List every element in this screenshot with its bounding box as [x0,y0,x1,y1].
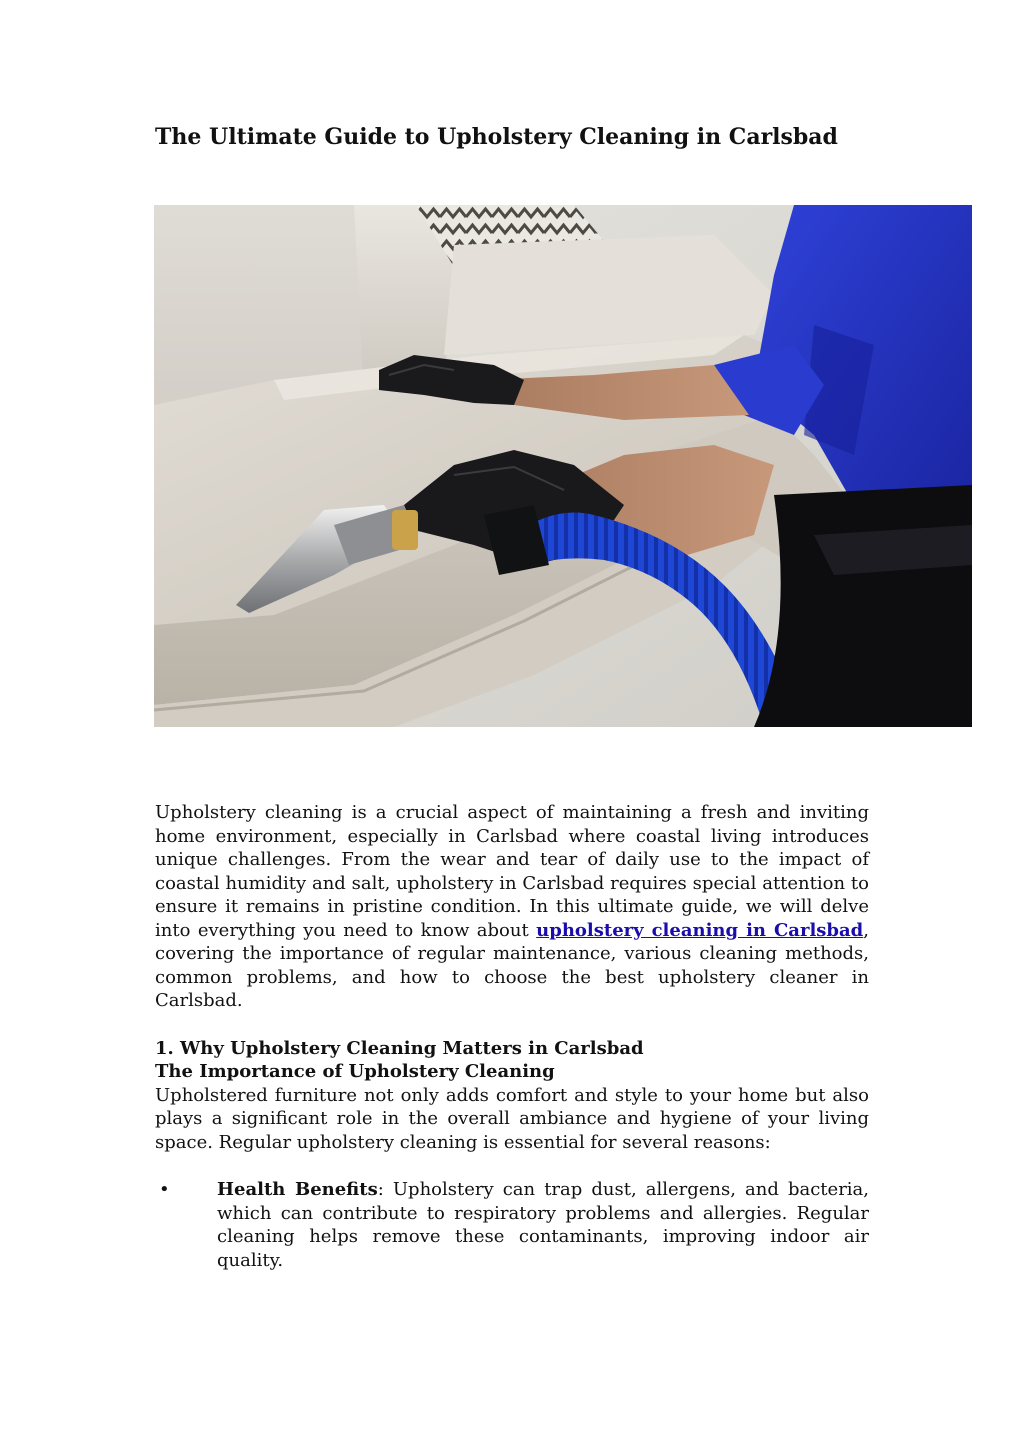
subsection-heading: The Importance of Upholstery Cleaning [155,1061,555,1082]
list-item [155,1178,869,1272]
bullet-term: Health Benefits [217,1179,378,1200]
subsection-paragraph: Upholstered furniture not only adds comfort and style to your home but also plays a significant role in the overall ambiance and hygiene of your living space. Regular upholstery cleaning is essential for several reasons: [155,1084,869,1153]
bullet-icon: • [159,1179,170,1200]
intro-text-cont: , covering the importance of regular maintenance, various cleaning methods, common problems, and how to choose the best upholstery cleaner in Carlsbad. [155,919,869,1011]
hero-image [154,205,972,727]
intro-text: Upholstery cleaning is a crucial aspect of maintaining a fresh and inviting home environment, especially in Carlsbad where coastal living introduces unique challenges. From the wear and tear of daily use to the impact of coastal humidity and salt, upholstery in Carlsbad requires special attention to ensure it remains in pristine condition. In this ultimate guide, we will delve into everything you need to know about [155,802,869,941]
section-heading: 1. Why Upholstery Cleaning Matters in Carlsbad [155,1037,644,1059]
upholstery-cleaning-link[interactable]: upholstery cleaning in Carlsbad [536,919,864,941]
bullet-text: : Upholstery can trap dust, allergens, and bacteria, which can contribute to respiratory problems and allergies. Regular cleaning helps remove these contaminants, improving indoor air quality. [217,1179,870,1271]
benefits-list [155,1178,869,1272]
page-title: The Ultimate Guide to Upholstery Cleaning in Carlsbad [155,124,838,150]
intro-paragraph [155,801,869,1013]
article-body [155,801,869,1272]
